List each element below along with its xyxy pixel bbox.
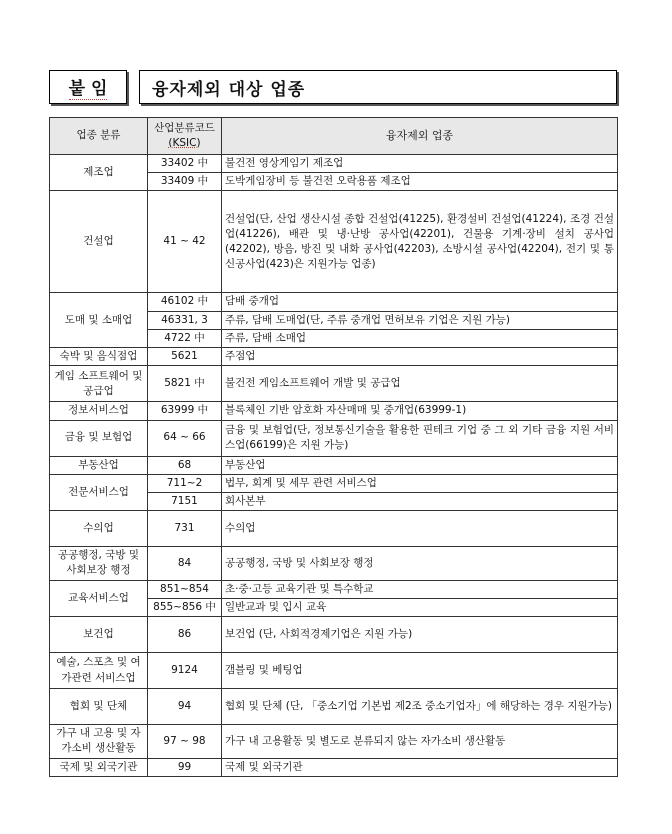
code-cell: 63999 中 (148, 402, 222, 420)
header-desc: 융자제외 업종 (222, 118, 618, 155)
table-row (50, 191, 618, 293)
header-code (148, 118, 222, 155)
title-gap (127, 70, 139, 104)
category-cell: 숙박 및 음식점업 (50, 348, 148, 366)
table-row (50, 758, 618, 776)
category-cell: 게임 소프트웨어 및 공급업 (50, 366, 148, 402)
category-cell: 제조업 (50, 155, 148, 191)
table-row (50, 689, 618, 725)
table-row (50, 547, 618, 580)
category-cell: 예술, 스포츠 및 여가관련 서비스업 (50, 653, 148, 689)
table-header-row (50, 118, 618, 155)
description-cell: 보건업 (단, 사회적경제기업은 지원 가능) (222, 617, 618, 653)
table-row (50, 653, 618, 689)
code-cell: 5621 (148, 348, 222, 366)
description-cell: 부동산업 (222, 456, 618, 474)
code-cell: 711~2 (148, 474, 222, 492)
description-cell: 일반교과 및 입시 교육 (222, 598, 618, 616)
code-cell: 68 (148, 456, 222, 474)
description-cell: 협회 및 단체 (단, 「중소기업 기본법 제2조 중소기업자」에 해당하는 경우 지원가능) (222, 689, 618, 725)
table-row (50, 420, 618, 456)
code-cell: 46102 中 (148, 293, 222, 311)
description-cell: 불건전 게임소프트웨어 개발 및 공급업 (222, 366, 618, 402)
category-cell: 가구 내 고용 및 자가소비 생산활동 (50, 725, 148, 758)
description-cell: 금융 및 보험업(단, 정보통신기술을 활용한 핀테크 기업 중 그 외 기타 금융 지원 서비스업(66199)은 지원 가능) (222, 420, 618, 456)
code-cell: 33402 中 (148, 155, 222, 173)
description-cell: 주류, 담배 소매업 (222, 329, 618, 347)
description-cell: 불건전 영상게임기 제조업 (222, 155, 618, 173)
description-cell: 주점업 (222, 348, 618, 366)
description-cell: 블록체인 기반 암호화 자산매매 및 중개업(63999-1) (222, 402, 618, 420)
code-cell: 86 (148, 617, 222, 653)
code-cell: 33409 中 (148, 173, 222, 191)
exclusion-table (49, 117, 618, 777)
category-cell: 협회 및 단체 (50, 689, 148, 725)
table-row (50, 617, 618, 653)
category-cell: 건설업 (50, 191, 148, 293)
code-cell: 99 (148, 758, 222, 776)
header-category: 업종 분류 (50, 118, 148, 155)
description-cell: 회사본부 (222, 492, 618, 510)
description-cell: 국제 및 외국기관 (222, 758, 618, 776)
category-cell: 보건업 (50, 617, 148, 653)
description-cell: 수의업 (222, 511, 618, 547)
description-cell: 법무, 회계 및 세무 관련 서비스업 (222, 474, 618, 492)
category-cell: 금융 및 보험업 (50, 420, 148, 456)
code-cell: 731 (148, 511, 222, 547)
code-cell: 84 (148, 547, 222, 580)
table-row (50, 402, 618, 420)
table-row (50, 293, 618, 311)
page-title: 융자제외 대상 업종 (139, 70, 617, 104)
description-cell: 담배 중개업 (222, 293, 618, 311)
title-bar (49, 70, 617, 104)
table-row (50, 474, 618, 492)
table-row (50, 456, 618, 474)
category-cell: 교육서비스업 (50, 580, 148, 616)
description-cell: 초·중·고등 교육기관 및 특수학교 (222, 580, 618, 598)
header-code-line1: 산업분류코드 (154, 121, 215, 134)
description-cell: 건설업(단, 산업 생산시설 종합 건설업(41225), 환경설비 건설업(41224), 조경 건설업(41226), 배관 및 냉·난방 공사업(42201), 건물용 기계·장비 설치 공사업(42202), 방음, 방진 및 내화 공사업(42203), 소방시설 공사업(42204), 전기 및 통신공사업(423)은 지원가능 업종) (222, 191, 618, 293)
category-cell: 부동산업 (50, 456, 148, 474)
category-cell: 국제 및 외국기관 (50, 758, 148, 776)
description-cell: 공공행정, 국방 및 사회보장 행정 (222, 547, 618, 580)
category-cell: 수의업 (50, 511, 148, 547)
category-cell: 정보서비스업 (50, 402, 148, 420)
category-cell: 공공행정, 국방 및 사회보장 행정 (50, 547, 148, 580)
category-cell: 도매 및 소매업 (50, 293, 148, 348)
code-cell: 855~856 中 (148, 598, 222, 616)
description-cell: 가구 내 고용활동 및 별도로 분류되지 않는 자가소비 생산활동 (222, 725, 618, 758)
attachment-label (49, 70, 127, 104)
table-row (50, 155, 618, 173)
code-cell: 9124 (148, 653, 222, 689)
category-cell: 전문서비스업 (50, 474, 148, 510)
code-cell: 4722 中 (148, 329, 222, 347)
table-row (50, 348, 618, 366)
table-row (50, 725, 618, 758)
attachment-tag: 붙 임 (69, 74, 108, 100)
code-cell: 41 ~ 42 (148, 191, 222, 293)
description-cell: 도박게임장비 등 불건전 오락용품 제조업 (222, 173, 618, 191)
table-row (50, 511, 618, 547)
table-row (50, 366, 618, 402)
code-cell: 94 (148, 689, 222, 725)
description-cell: 갬블링 및 베팅업 (222, 653, 618, 689)
code-cell: 46331, 3 (148, 311, 222, 329)
description-cell: 주류, 담배 도매업(단, 주류 중개업 면허보유 기업은 지원 가능) (222, 311, 618, 329)
code-cell: 5821 中 (148, 366, 222, 402)
header-code-line2: (KSIC) (168, 137, 201, 149)
code-cell: 64 ~ 66 (148, 420, 222, 456)
code-cell: 7151 (148, 492, 222, 510)
table-row (50, 580, 618, 598)
code-cell: 851~854 (148, 580, 222, 598)
table-body (50, 155, 618, 777)
code-cell: 97 ~ 98 (148, 725, 222, 758)
